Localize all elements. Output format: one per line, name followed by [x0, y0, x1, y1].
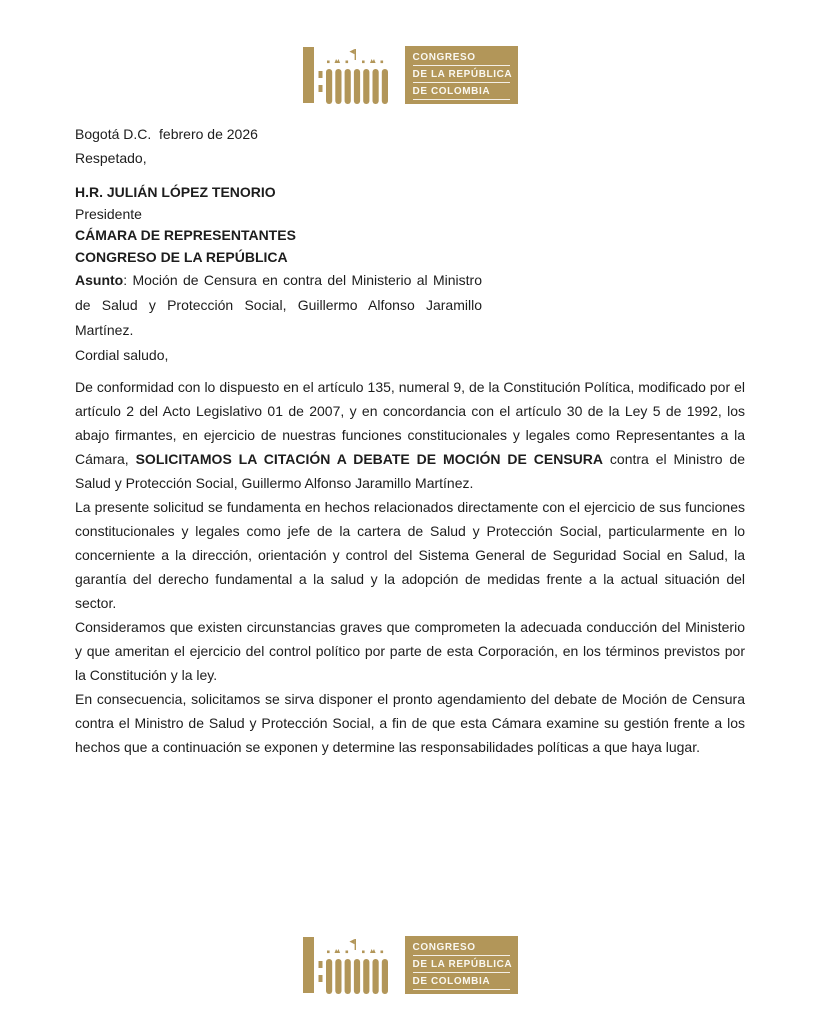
- capitol-facade-icon: [302, 936, 402, 994]
- letter-content: [75, 122, 745, 759]
- logo-text-line3: DE COLOMBIA: [413, 86, 510, 100]
- paragraph-3: Consideramos que existen circunstancias graves que comprometen la adecuada conducción del Ministerio y que ameritan el ejercicio del control político por parte de esta Corporación, en los términos previstos por la Constitución y la ley.: [75, 619, 745, 683]
- recipient-title: Presidente: [75, 205, 142, 222]
- subject-paragraph: [75, 268, 482, 343]
- logo-text-line2: DE LA REPÚBLICA: [413, 69, 510, 83]
- greeting: Cordial saludo,: [75, 347, 169, 363]
- recipient-org2: CONGRESO DE LA REPÚBLICA: [75, 248, 288, 265]
- date-line: Bogotá D.C. febrero de 2026: [75, 126, 258, 142]
- paragraph-2: La presente solicitud se fundamenta en hechos relacionados directamente con el ejercicio de sus funciones constitucionales y legales como jefe de la cartera de Salud y Protección Social, particularmente en lo concerniente a la dirección, orientación y control del Sistema General de Seguridad Social en Salud, la garantía del derecho fundamental a la salud y la adopción de medidas frente a la actual situación del sector.: [75, 499, 745, 611]
- salutation: Respetado,: [75, 150, 147, 166]
- congress-logo-textbox: [405, 46, 518, 104]
- logo-text-line1: CONGRESO: [413, 942, 510, 956]
- recipient-org1: CÁMARA DE REPRESENTANTES: [75, 227, 296, 243]
- congress-logo-footer: [302, 936, 518, 994]
- subject-text: : Moción de Censura en contra del Ministerio al Ministro de Salud y Protección Social, Guillermo Alfonso Jaramillo Martínez.: [75, 272, 482, 338]
- paragraph-4: En consecuencia, solicitamos se sirva disponer el pronto agendamiento del debate de Moción de Censura contra el Ministro de Salud y Protección Social, a fin de que esta Cámara examine su gestión frente a los hechos que a continuación se exponen y determine las responsabilidades políticas a que haya lugar.: [75, 691, 745, 755]
- paragraph-1-pre: De conformidad con lo dispuesto en el artículo 135, numeral 9, de la Constitución Política, modificado por el artículo 2 del Acto Legislativo 01 de 2007, y en concordancia con el artículo 30 de la Ley 5 de 1992, los abajo firmantes, en ejercicio de nuestras funciones constitucionales y legales como Representantes a la Cámara,: [75, 379, 745, 467]
- congress-logo-header: [302, 46, 518, 104]
- paragraph-1: [75, 375, 745, 495]
- paragraph-1-bold: SOLICITAMOS LA CITACIÓN A DEBATE DE MOCIÓN DE CENSURA: [135, 451, 604, 467]
- paragraph-1-post: contra el Ministro de Salud y Protección Social, Guillermo Alfonso Jaramillo Martínez.: [75, 451, 745, 491]
- logo-text-line3: DE COLOMBIA: [413, 976, 510, 990]
- recipient-block: [75, 182, 745, 268]
- logo-text-line1: CONGRESO: [413, 52, 510, 66]
- logo-text-line2: DE LA REPÚBLICA: [413, 959, 510, 973]
- recipient-name: H.R. JULIÁN LÓPEZ TENORIO: [75, 184, 276, 200]
- capitol-facade-icon: [302, 46, 402, 104]
- subject-label: Asunto: [75, 272, 124, 288]
- congress-logo-textbox: [405, 936, 518, 994]
